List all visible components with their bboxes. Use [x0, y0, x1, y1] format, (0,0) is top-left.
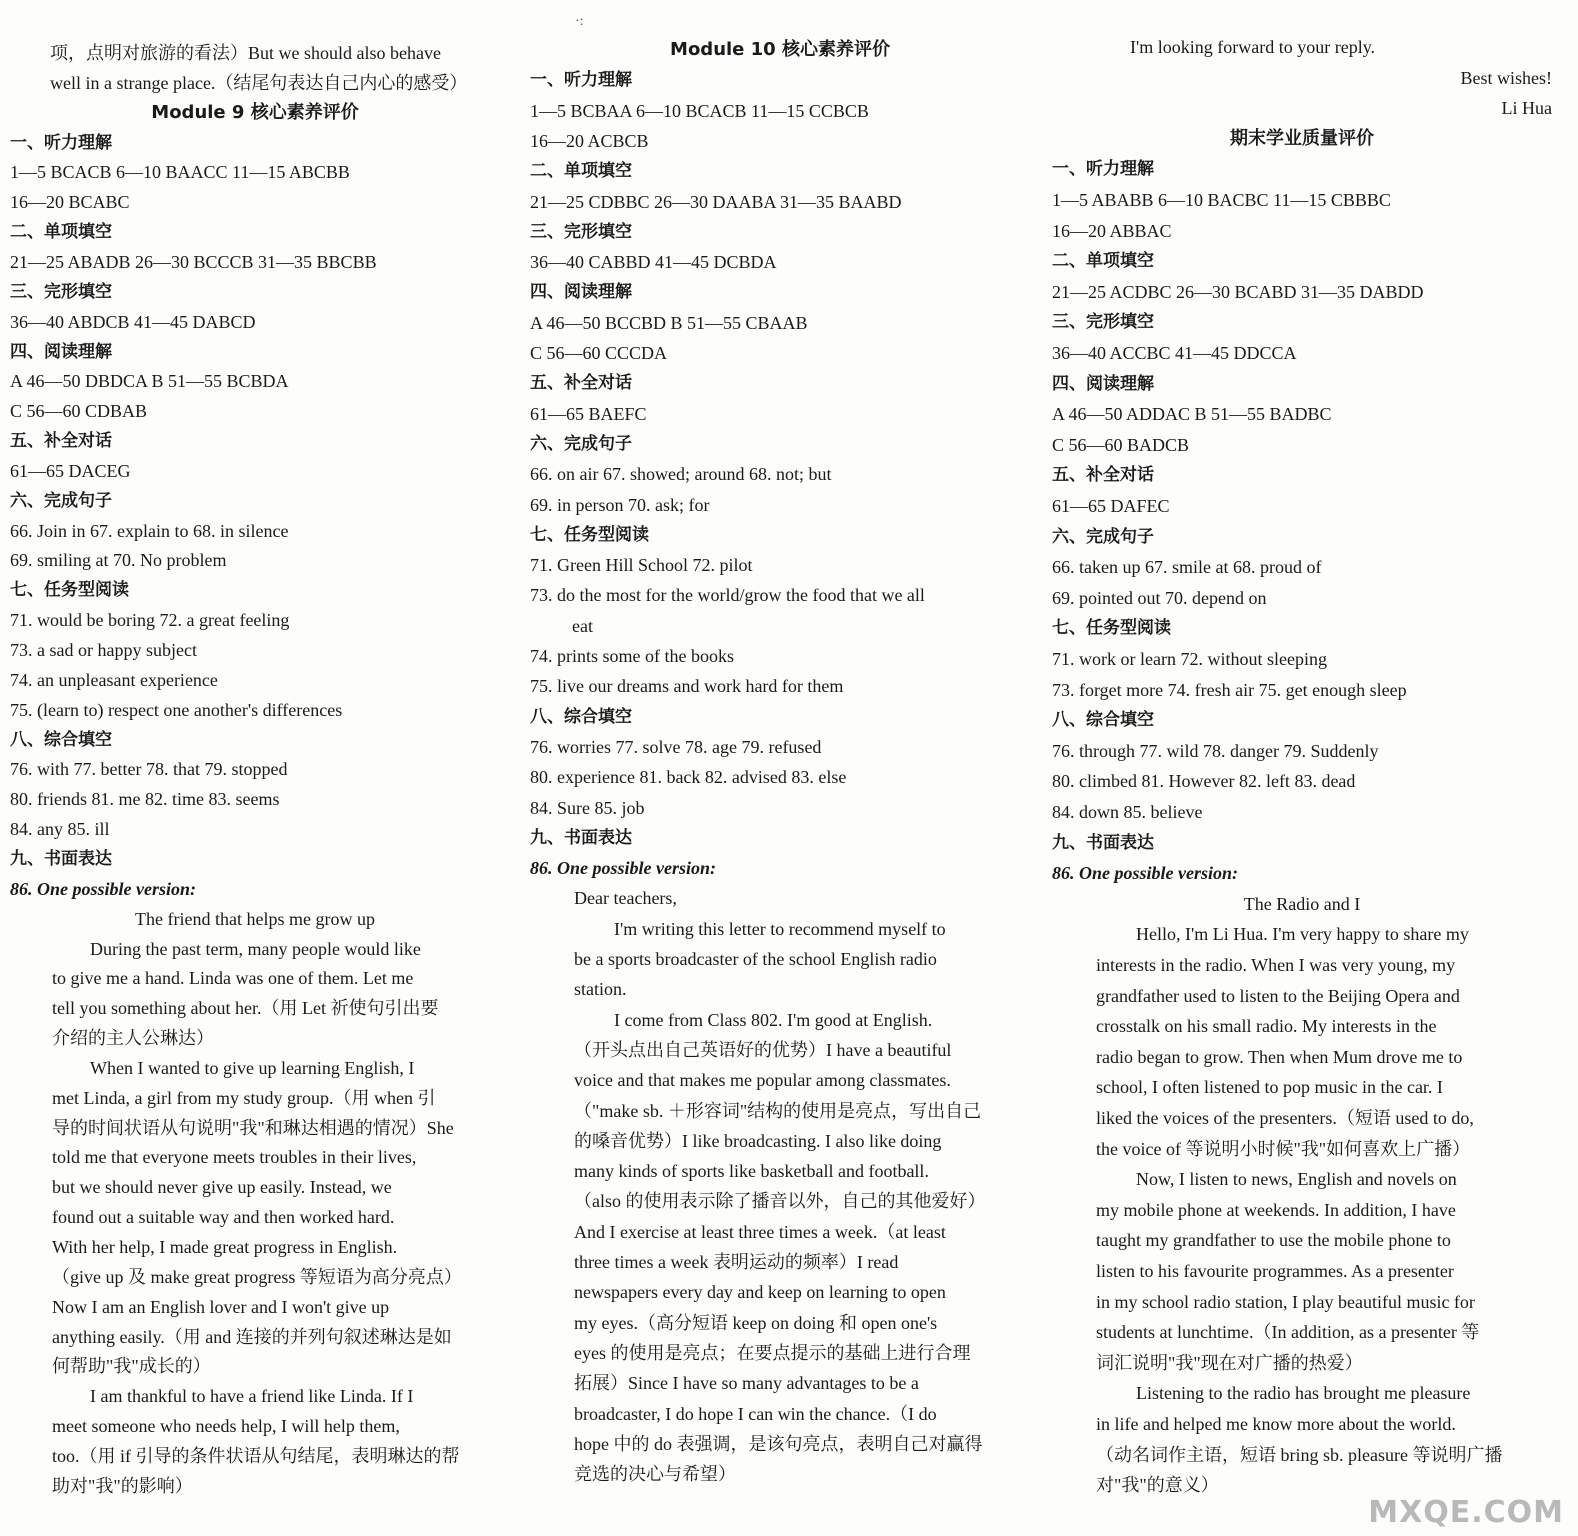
essay-label: 86. One possible version:: [10, 878, 196, 899]
text-line: many kinds of sports like basketball and football.: [574, 1161, 929, 1182]
text-line: 73. forget more 74. fresh air 75. get enough sleep: [1052, 679, 1407, 700]
text-line: 词汇说明"我"现在对广播的热爱）: [1096, 1352, 1363, 1373]
section-heading: 七、任务型阅读: [530, 524, 649, 545]
text-line: 84. any 85. ill: [10, 819, 110, 840]
section-heading: 一、听力理解: [1052, 159, 1154, 180]
text-line: station.: [574, 979, 627, 1000]
text-line: tell you something about her.（用 Let 祈使句引出要: [52, 998, 439, 1019]
text-line: 21—25 ACDBC 26—30 BCABD 31—35 DABDD: [1052, 281, 1424, 302]
text-line: 76. with 77. better 78. that 79. stopped: [10, 759, 288, 780]
text-line: Hello, I'm Li Hua. I'm very happy to share my: [1136, 924, 1469, 945]
text-line: voice and that makes me popular among classmates.: [574, 1070, 951, 1091]
text-line: grandfather used to listen to the Beijing Opera and: [1096, 985, 1460, 1006]
text-line: （开头点出自己英语好的优势）I have a beautiful: [574, 1039, 952, 1060]
text-line: 84. Sure 85. job: [530, 797, 645, 818]
text-line: the voice of 等说明小时候"我"如何喜欢上广播）: [1096, 1138, 1471, 1159]
text-line: 71. work or learn 72. without sleeping: [1052, 649, 1327, 669]
section-heading: 六、完成句子: [530, 433, 632, 454]
text-line: When I wanted to give up learning English, I: [90, 1057, 415, 1078]
text-line: too.（用 if 引导的条件状语从句结尾，表明琳达的帮: [52, 1445, 460, 1466]
text-line: but we should never give up easily. Instead, we: [52, 1177, 392, 1198]
module-title: Module 9 核心素养评价: [151, 101, 359, 123]
text-line: 61—65 DACEG: [10, 460, 131, 481]
text-line: eat: [572, 615, 593, 636]
text-line: 导的时间状语从句说明"我"和琳达相遇的情况）She: [52, 1117, 454, 1138]
text-line: 74. an unpleasant experience: [10, 669, 218, 690]
text-line: 80. climbed 81. However 82. left 83. dead: [1052, 771, 1356, 792]
text-line: 1—5 BCBAA 6—10 BCACB 11—15 CCBCB: [530, 100, 869, 121]
text-line: 71. Green Hill School 72. pilot: [530, 555, 753, 576]
text-line: A 46—50 DBDCA B 51—55 BCBDA: [10, 371, 289, 392]
text-line: 16—20 ACBCB: [530, 130, 649, 151]
text-line: 66. Join in 67. explain to 68. in silence: [10, 520, 289, 541]
text-line: And I exercise at least three times a week.（at least: [574, 1221, 946, 1242]
text-line: A 46—50 BCCBD B 51—55 CBAAB: [530, 312, 808, 333]
section-heading: 三、完形填空: [530, 221, 632, 242]
section-heading: 二、单项填空: [1052, 251, 1154, 272]
text-line: 介绍的主人公琳达）: [52, 1028, 214, 1049]
text-line: 项，点明对旅游的看法）But we should also behave: [50, 43, 441, 63]
closing-line: Best wishes!: [1460, 67, 1552, 88]
section-heading: 四、阅读理解: [1052, 373, 1154, 394]
text-line: crosstalk on his small radio. My interests in the: [1096, 1016, 1437, 1037]
text-line: 69. pointed out 70. depend on: [1052, 587, 1267, 608]
text-line: 1—5 ABABB 6—10 BACBC 11—15 CBBBC: [1052, 190, 1391, 210]
module-title: 期末学业质量评价: [1230, 127, 1374, 149]
section-heading: 七、任务型阅读: [10, 580, 129, 601]
text-line: 80. experience 81. back 82. advised 83. else: [530, 767, 847, 788]
section-heading: 三、完形填空: [1052, 312, 1154, 333]
text-line: I am thankful to have a friend like Linda. If I: [90, 1386, 414, 1407]
text-line: met Linda, a girl from my study group.（用 when 引: [52, 1087, 436, 1108]
text-line: 竞选的决心与希望）: [574, 1464, 736, 1485]
text-line: 69. in person 70. ask; for: [530, 494, 710, 515]
text-line: 66. on air 67. showed; around 68. not; but: [530, 464, 832, 485]
text-line: told me that everyone meets troubles in their lives,: [52, 1147, 417, 1168]
text-line: newspapers every day and keep on learning to open: [574, 1282, 946, 1303]
text-line: found out a suitable way and then worked hard.: [52, 1207, 395, 1228]
text-line: During the past term, many people would like: [90, 938, 421, 959]
section-heading: 二、单项填空: [530, 161, 632, 182]
section-heading: 七、任务型阅读: [1052, 618, 1171, 639]
text-line: 71. would be boring 72. a great feeling: [10, 610, 290, 631]
text-line: C 56—60 BADCB: [1052, 434, 1190, 455]
essay-title: The friend that helps me grow up: [135, 908, 375, 929]
text-line: 61—65 BAEFC: [530, 403, 647, 424]
text-line: （give up 及 make great progress 等短语为高分亮点）: [52, 1266, 462, 1287]
section-heading: 三、完形填空: [10, 281, 112, 302]
text-line: Now I am an English lover and I won't give up: [52, 1296, 390, 1317]
text-line: 80. friends 81. me 82. time 83. seems: [10, 789, 280, 810]
text-line: 74. prints some of the books: [530, 646, 734, 666]
text-line: 76. through 77. wild 78. danger 79. Suddenly: [1052, 740, 1379, 761]
text-line: （"make sb. ＋形容词"结构的使用是亮点，写出自己: [574, 1100, 982, 1121]
text-line: taught my grandfather to use the mobile phone to: [1096, 1230, 1451, 1251]
text-line: I'm looking forward to your reply.: [1130, 37, 1376, 57]
section-heading: 二、单项填空: [10, 222, 112, 243]
section-heading: 六、完成句子: [10, 490, 112, 511]
text-line: in my school radio station, I play beautiful music for: [1096, 1291, 1475, 1312]
scan-mark: ·:: [575, 14, 584, 29]
text-line: C 56—60 CCCDA: [530, 343, 668, 363]
text-line: hope 中的 do 表强调，是该句亮点，表明自己对赢得: [574, 1433, 983, 1454]
text-line: school, I often listened to pop music in the car. I: [1096, 1077, 1443, 1098]
section-heading: 一、听力理解: [530, 70, 632, 91]
text-line: three times a week 表明运动的频率）I read: [574, 1252, 899, 1272]
text-line: radio began to grow. Then when Mum drove me to: [1096, 1046, 1463, 1067]
text-line: 84. down 85. believe: [1052, 802, 1203, 822]
text-line: I come from Class 802. I'm good at English.: [614, 1009, 933, 1030]
text-line: A 46—50 ADDAC B 51—55 BADBC: [1052, 404, 1332, 425]
text-line: 73. do the most for the world/grow the food that we all: [530, 585, 925, 606]
text-line: Dear teachers,: [574, 888, 677, 909]
section-heading: 八、综合填空: [10, 729, 112, 750]
text-line: interests in the radio. When I was very young, my: [1096, 955, 1456, 975]
text-line: students at lunchtime.（In addition, as a presenter 等: [1096, 1322, 1480, 1343]
text-line: 36—40 ACCBC 41—45 DDCCA: [1052, 343, 1297, 363]
text-line: 21—25 ABADB 26—30 BCCCB 31—35 BBCBB: [10, 251, 377, 272]
text-line: anything easily.（用 and 连接的并列句叙述琳达是如: [52, 1326, 452, 1347]
closing-line: Li Hua: [1501, 98, 1552, 119]
text-line: I'm writing this letter to recommend myself to: [614, 918, 946, 939]
section-heading: 九、书面表达: [10, 848, 112, 869]
module-title: Module 10 核心素养评价: [670, 39, 890, 60]
text-line: liked the voices of the presenters.（短语 used to do,: [1096, 1108, 1474, 1128]
text-line: to give me a hand. Linda was one of them. Let me: [52, 968, 414, 989]
text-line: broadcaster, I do hope I can win the chance.（I do: [574, 1403, 937, 1424]
section-heading: 八、综合填空: [1052, 710, 1154, 731]
text-line: 拓展）Since I have so many advantages to be a: [574, 1373, 919, 1394]
text-line: 75. (learn to) respect one another's differences: [10, 699, 343, 720]
text-line: meet someone who needs help, I will help them,: [52, 1416, 400, 1437]
text-line: 何帮助"我"成长的）: [52, 1356, 211, 1377]
essay-label: 86. One possible version:: [1052, 863, 1238, 884]
section-heading: 六、完成句子: [1052, 526, 1154, 547]
text-line: 16—20 ABBAC: [1052, 220, 1172, 241]
text-line: well in a strange place.（结尾句表达自己内心的感受）: [50, 72, 468, 93]
text-line: my mobile phone at weekends. In addition, I have: [1096, 1199, 1456, 1220]
text-line: 75. live our dreams and work hard for them: [530, 676, 844, 697]
text-line: eyes 的使用是亮点；在要点提示的基础上进行合理: [574, 1342, 971, 1363]
text-line: Now, I listen to news, English and novels on: [1136, 1169, 1457, 1190]
text-line: Listening to the radio has brought me pleasure: [1136, 1383, 1471, 1404]
essay-label: 86. One possible version:: [530, 858, 716, 879]
text-line: my eyes.（高分短语 keep on doing 和 open one's: [574, 1312, 938, 1333]
section-heading: 八、综合填空: [530, 706, 632, 727]
essay-title: The Radio and I: [1243, 893, 1361, 914]
section-heading: 五、补全对话: [10, 431, 112, 452]
section-heading: 五、补全对话: [530, 373, 632, 394]
watermark-logo: MXQE.COM: [1368, 1495, 1564, 1530]
section-heading: 九、书面表达: [1052, 832, 1154, 853]
text-line: 1—5 BCACB 6—10 BAACC 11—15 ABCBB: [10, 162, 350, 183]
section-heading: 四、阅读理解: [10, 341, 112, 362]
section-heading: 四、阅读理解: [530, 282, 632, 303]
section-heading: 九、书面表达: [530, 827, 632, 848]
text-line: 69. smiling at 70. No problem: [10, 550, 227, 571]
text-line: 61—65 DAFEC: [1052, 496, 1170, 516]
text-line: With her help, I made great progress in English.: [52, 1237, 398, 1257]
text-line: 73. a sad or happy subject: [10, 640, 197, 660]
text-line: 21—25 CDBBC 26—30 DAABA 31—35 BAABD: [530, 191, 902, 212]
text-line: 对"我"的意义）: [1096, 1475, 1219, 1496]
text-line: （also 的使用表示除了播音以外，自己的其他爱好）: [574, 1191, 986, 1212]
text-line: be a sports broadcaster of the school English radio: [574, 949, 937, 969]
text-line: （动名词作主语，短语 bring sb. pleasure 等说明广播: [1096, 1444, 1503, 1465]
text-line: listen to his favourite programmes. As a presenter: [1096, 1261, 1454, 1281]
text-line: 76. worries 77. solve 78. age 79. refused: [530, 736, 822, 757]
text-line: in life and helped me know more about the world.: [1096, 1414, 1456, 1434]
section-heading: 一、听力理解: [10, 132, 112, 153]
text-line: 36—40 ABDCB 41—45 DABCD: [10, 311, 256, 332]
text-line: 的嗓音优势）I like broadcasting. I also like doing: [574, 1130, 942, 1151]
section-heading: 五、补全对话: [1052, 465, 1154, 486]
text-line: 助对"我"的影响）: [52, 1475, 193, 1496]
text-line: 16—20 BCABC: [10, 192, 130, 213]
text-line: 66. taken up 67. smile at 68. proud of: [1052, 557, 1322, 578]
text-line: C 56—60 CDBAB: [10, 401, 148, 422]
text-line: 36—40 CABBD 41—45 DCBDA: [530, 252, 777, 273]
